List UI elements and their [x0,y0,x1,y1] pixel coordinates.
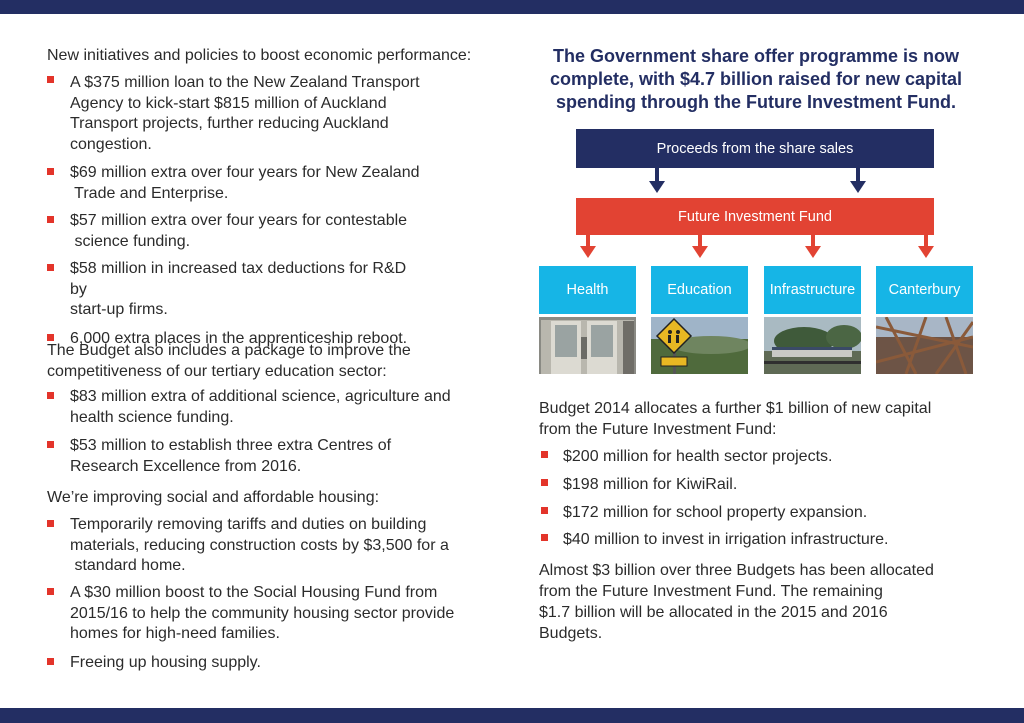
category-education [651,266,748,314]
remaining-allocation-text: Almost $3 billion over three Budgets has been allocated from the Future Investment Fund. The remaining $1.7 billion will be allocated in the 2015 and 2016 Budgets. [539,562,934,642]
bullet-marker [47,216,54,223]
investment-fund-box [576,198,934,235]
top-band [0,0,1024,14]
bullet-marker [47,520,54,527]
down-arrow-icon [580,235,596,259]
list-item: $200 million for health sector projects. [563,448,833,465]
list-item: $198 million for KiwiRail. [563,476,738,493]
bullet-marker [47,392,54,399]
bottom-band [0,708,1024,723]
railway-photo [764,317,861,374]
category-label: Health [566,282,609,298]
category-canterbury [876,266,973,314]
category-infrastructure [764,266,861,314]
hospital-doors-photo [539,317,636,374]
category-health [539,266,636,314]
category-label: Education [667,282,732,298]
bullet-marker [541,534,548,541]
bullet-marker [47,168,54,175]
economic-intro: New initiatives and policies to boost economic performance: [47,47,472,64]
housing-intro: We’re improving social and affordable housing: [47,489,380,506]
list-item: $40 million to invest in irrigation infrastructure. [563,531,889,548]
down-arrow-icon [692,235,708,259]
down-arrow-icon [805,235,821,259]
share-offer-headline: The Government share offer programme is now complete, with $4.7 billion raised for new capital spending through the Future Investment Fund. [549,46,963,112]
bullet-marker [47,658,54,665]
list-item: A $30 million boost to the Social Housing Fund from 2015/16 to help the community housing sector provide homes for high-need families. [70,584,455,643]
list-item: $172 million for school property expansion. [563,504,868,521]
list-item: A $375 million loan to the New Zealand Transport Agency to kick-start $815 million of Auckland Transport projects, further reducing Auckland congestion. [70,74,420,153]
list-item: $58 million in increased tax deductions for R&D by start-up firms. [70,260,407,319]
list-item: Temporarily removing tariffs and duties on building materials, reducing construction costs by $3,500 for a standard home. [70,516,449,575]
bullet-marker [541,479,548,486]
down-arrow-icon [649,168,665,194]
down-arrow-icon [918,235,934,259]
tertiary-intro: The Budget also includes a package to improve the competitiveness of our tertiary education sector: [47,342,411,380]
list-item: Freeing up housing supply. [70,654,261,671]
category-label: Infrastructure [769,282,856,298]
school-road-photo [651,317,748,374]
fund-label: Future Investment Fund [678,208,832,225]
budget-allocation-intro: Budget 2014 allocates a further $1 billion of new capital from the Future Investment Fund: [539,400,932,438]
proceeds-label: Proceeds from the share sales [656,140,854,157]
list-item: $83 million extra of additional science, agriculture and health science funding. [70,388,451,426]
bullet-marker [541,451,548,458]
list-item: $69 million extra over four years for New Zealand Trade and Enterprise. [70,164,420,202]
bullet-marker [47,76,54,83]
list-item: 6,000 extra places in the apprenticeship reboot. [70,330,408,347]
category-label: Canterbury [888,282,961,298]
bullet-marker [47,588,54,595]
bullet-marker [47,264,54,271]
proceeds-box [576,129,934,168]
list-item: $53 million to establish three extra Centres of Research Excellence from 2016. [70,437,392,475]
construction-frame-photo [876,317,973,374]
list-item: $57 million extra over four years for contestable science funding. [70,212,408,250]
down-arrow-icon [850,168,866,194]
bullet-marker [47,441,54,448]
bullet-marker [541,507,548,514]
